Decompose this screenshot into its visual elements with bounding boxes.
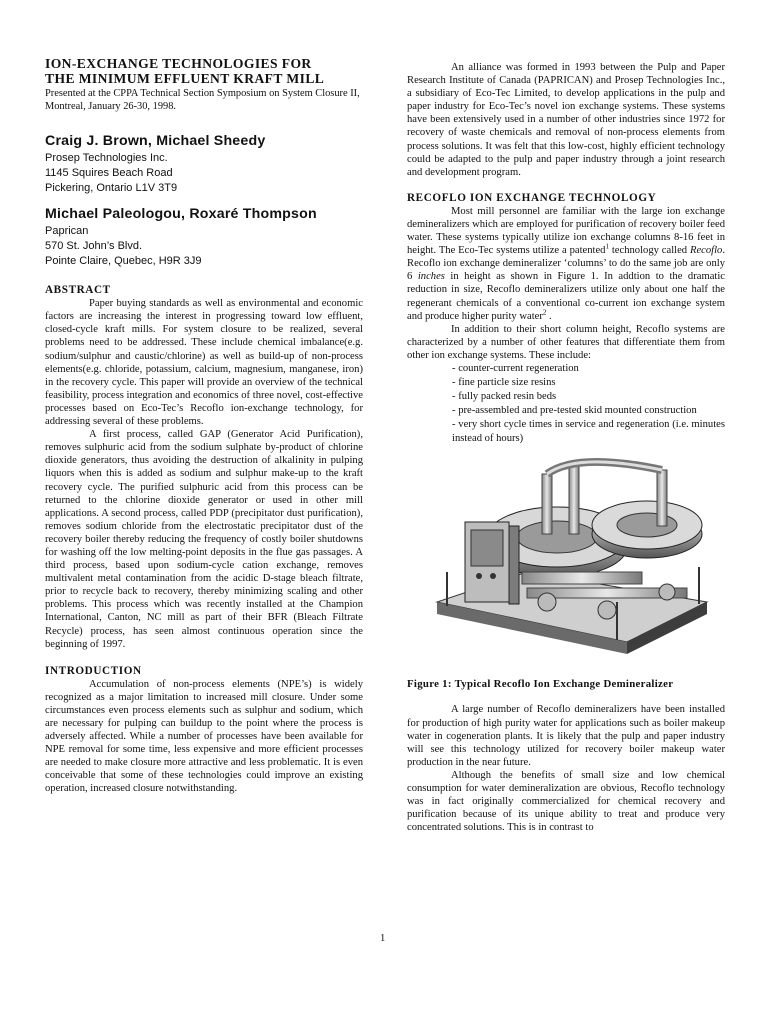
- title-line-2: THE MINIMUM EFFLUENT KRAFT MILL: [45, 71, 325, 86]
- recoflo-p1-text-c: . Recoflo ion exchange demineralizer ‘columns’ to do the same job are only 6: [407, 245, 725, 283]
- author-group-2-affiliation-line-1: Paprican: [45, 225, 89, 238]
- feature-list-item: - fully packed resin beds: [452, 390, 725, 404]
- introduction-paragraph-2: An alliance was formed in 1993 between the Pulp and Paper Research Institute of Canada (PAPRICAN) and Prosep Technologies Inc., a subsidiary of Eco-Tec Limited, to develop applications in the pulp and paper industry for Eco-Tec’s novel ion exchange systems. These systems have been extensively used in a number of other industries since 1972 for recovery of waste chemicals and removal of non-process elements from process solutions. It was felt that this low-cost, highly efficient technology could be adapted to the pulp and paper industry through a joint research and development program.: [407, 62, 725, 178]
- recoflo-paragraph-1: [407, 205, 725, 323]
- presented-note: Presented at the CPPA Technical Section Symposium on System Closure II, Montreal, January 26-30, 1998.: [45, 88, 360, 112]
- introduction-paragraph-1: Accumulation of non-process elements (NPE’s) is widely recognized as a major limitation to increased mill closure. Under some circumstances even process elements such as sulphur and sodium, which are necessary for pulping can buildup to the point where the process is adversely affected. While a number of processes have been available for NPE removal for some time, less expensive and more efficient processes are needed to make closure more attractive and less problematic. It is even conceivable that some of these technologies could improve an existing operation, increased closure notwithstanding.: [45, 678, 363, 795]
- recoflo-p1-text-e: .: [546, 310, 552, 322]
- page-number: 1: [380, 933, 386, 944]
- recoflo-p1-emphasis-inches: inches: [417, 271, 445, 283]
- title-line-1: ION-EXCHANGE TECHNOLOGIES FOR: [45, 56, 312, 71]
- abstract-paragraph-1: Paper buying standards as well as environmental and economic factors are increasing the interest in progressing toward low effluent, closed-cycle kraft mills. For system closure to be realized, several problems need to be addressed. These include chemical imbalance(e.g. sodium/sulphur and caustic/chlorine) as well as build-up of non-process elements(e.g. chloride, potassium, calcium, magnesium, manganese, iron) in the recovery cycle. This paper will provide an overview of the technical feasibility, process integration and economics of three novel, cost-effective processes based on Eco-Tec’s Recoflo ion-exchange technology, for addressing several of these problems.: [45, 298, 363, 428]
- author-group-1-affiliation-line-3: Pickering, Ontario L1V 3T9: [45, 182, 178, 195]
- feature-list-item: - fine particle size resins: [452, 376, 725, 390]
- abstract-heading: ABSTRACT: [45, 284, 111, 297]
- demineralizer-illustration: [417, 452, 717, 666]
- feature-list-item: - pre-assembled and pre-tested skid mounted construction: [452, 404, 725, 418]
- author-group-2-affiliation-line-3: Pointe Claire, Quebec, H9R 3J9: [45, 255, 202, 268]
- author-group-2-names: Michael Paleologou, Roxaré Thompson: [45, 206, 317, 223]
- author-group-1-affiliation-line-1: Prosep Technologies Inc.: [45, 152, 168, 165]
- recoflo-p1-text-b: technology called: [608, 245, 690, 257]
- paper-title: [45, 56, 363, 86]
- abstract-paragraph-2: A first process, called GAP (Generator Acid Purification), removes sulphuric acid from the sodium sulphate by-product of chlorine dioxide generators, thus avoiding the destruction of alkalinity in pulping liquors when this is added as sodium and sulphur make-up to the kraft recovery cycle. The purified sulphuric acid from this process can be returned to the chlorine dioxide generator or used in other mill applications. A second process, called PDP (precipitator dust purification), removes sodium chloride from the electrostatic precipitator dust of the recovery boiler thereby reducing the frequency of costly boiler shutdowns for washing off the low melting-point deposits in the flue gas passages. A third process, based upon sodium-cycle cation exchange, removes multivalent metal contamination from the acidic D-stage bleach filtrate, prior to recycle back to recovery, thereby minimizing scaling and other problems. This process which was recently installed at the Champion International, Canton, NC mill as part of their BFR (Bleach Filtrate Recycle) process, has seen almost continuous operation since the beginning of 1997.: [45, 429, 363, 650]
- recoflo-paragraph-2: In addition to their short column height, Recoflo systems are characterized by a number of other features that differentiate them from other ion exchange systems. These include:: [407, 323, 725, 361]
- recoflo-heading: RECOFLO ION EXCHANGE TECHNOLOGY: [407, 191, 657, 204]
- recoflo-paragraph-4: Although the benefits of small size and low chemical consumption for water demineralization are obvious, Recoflo technology was in fact originally commercialized for chemical recovery and purification because of its unique ability to treat and produce very concentrated solutions. This is in contrast to: [407, 769, 725, 834]
- feature-list: [407, 362, 725, 446]
- right-column: [407, 61, 725, 834]
- author-group-1-affiliation-line-2: 1145 Squires Beach Road: [45, 167, 173, 180]
- author-group-2-affiliation-line-2: 570 St. John’s Blvd.: [45, 240, 143, 253]
- recoflo-p1-emphasis: Recoflo: [689, 245, 723, 257]
- feature-list-item: - very short cycle times in service and regeneration (i.e. minutes instead of hours): [452, 418, 725, 446]
- footnote-ref-1: 1: [605, 242, 609, 251]
- feature-list-item: - counter-current regeneration: [452, 362, 725, 376]
- author-group-1-names: Craig J. Brown, Michael Sheedy: [45, 133, 266, 150]
- footnote-ref-2: 2: [542, 308, 547, 317]
- recoflo-p1-text-d: in height as shown in Figure 1. In addtion to the dramatic reduction in size, Recoflo demineralizers utilize only about one half the regenerant chemicals of a conventional co-current ion exchange system and produce higher purity water: [407, 271, 725, 322]
- figure-1-demineralizer-photo: [417, 452, 717, 666]
- introduction-heading: INTRODUCTION: [45, 664, 142, 677]
- recoflo-p1-text-a: Most mill personnel are familiar with the large ion exchange demineralizers which are employed for purification of recovery boiler feed water. These systems typically utilize ion exchange columns 8-16 feet in height. The Eco-Tec systems utilize a patented: [407, 205, 725, 257]
- left-column: [45, 56, 363, 796]
- figure-1-caption: Figure 1: Typical Recoflo Ion Exchange Demineralizer: [407, 677, 674, 690]
- recoflo-paragraph-3: A large number of Recoflo demineralizers have been installed for production of high purity water for applications such as boiler makeup water in cogeneration plants. It is likely that the pulp and paper industry will see this technology utilized for recovery boiler makeup water production in the near future.: [407, 704, 725, 768]
